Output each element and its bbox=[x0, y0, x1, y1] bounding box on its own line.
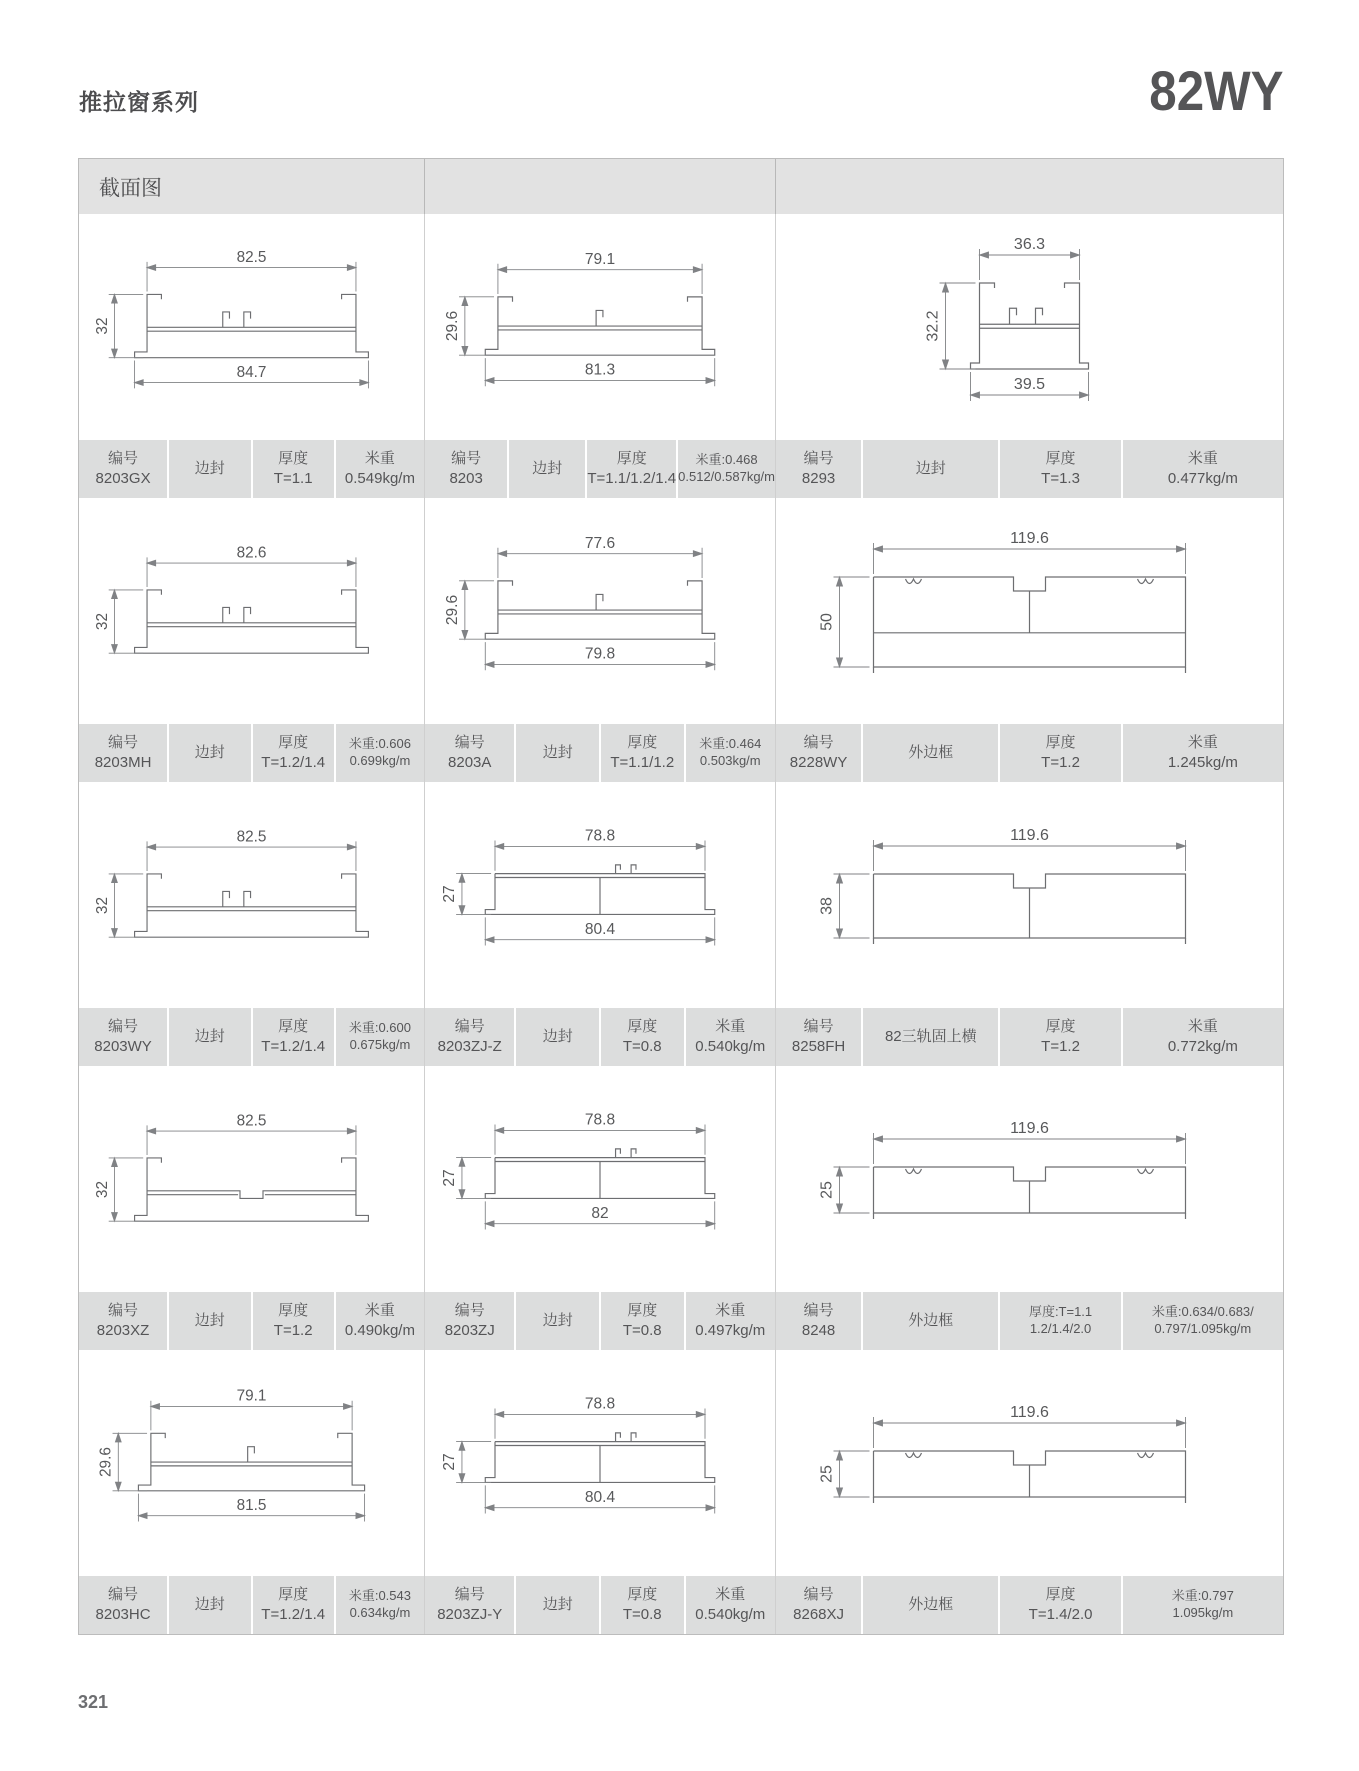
spec-weight-label: 米重:0.464 bbox=[699, 736, 762, 752]
svg-text:77.6: 77.6 bbox=[584, 534, 616, 552]
spec-code-label: 编号 bbox=[803, 1018, 834, 1036]
profile-drawing bbox=[776, 782, 1283, 1008]
spec-code-label: 编号 bbox=[108, 734, 139, 752]
profile-spec-row bbox=[425, 1576, 775, 1634]
svg-text:25: 25 bbox=[818, 1465, 836, 1483]
spec-thickness-cell bbox=[601, 1576, 684, 1634]
spec-code-label: 编号 bbox=[108, 1302, 139, 1320]
spec-seal-label: 边封 bbox=[542, 1028, 573, 1046]
spec-seal-label: 边封 bbox=[194, 1028, 225, 1046]
svg-text:78.8: 78.8 bbox=[584, 827, 616, 845]
profile-cell bbox=[425, 1066, 776, 1350]
spec-weight-label: 米重 bbox=[1187, 1018, 1218, 1036]
series-title: 推拉窗系列 bbox=[79, 89, 199, 115]
spec-weight-label: 米重 bbox=[364, 1302, 395, 1320]
spec-weight-label: 米重 bbox=[364, 450, 395, 468]
profile-section-svg bbox=[425, 1066, 775, 1292]
spec-weight-cell bbox=[1123, 1008, 1283, 1066]
profile-spec-row bbox=[79, 1008, 424, 1066]
spec-weight-value: 0.675kg/m bbox=[349, 1037, 411, 1052]
spec-code-label: 编号 bbox=[454, 1302, 485, 1320]
spec-weight-cell bbox=[686, 1576, 775, 1634]
spec-weight-value: 0.772kg/m bbox=[1167, 1038, 1238, 1055]
spec-weight-label: 米重:0.543 bbox=[348, 1588, 411, 1604]
svg-text:39.5: 39.5 bbox=[1013, 376, 1046, 393]
spec-weight-value: 1.245kg/m bbox=[1167, 754, 1238, 771]
profile-cell bbox=[79, 214, 425, 498]
spec-weight-cell bbox=[336, 1292, 424, 1350]
profile-section-svg bbox=[425, 782, 775, 1008]
spec-weight-cell bbox=[1123, 1576, 1283, 1634]
spec-code-cell bbox=[425, 440, 507, 498]
spec-weight-value: 0.497kg/m bbox=[695, 1322, 766, 1339]
svg-text:50: 50 bbox=[818, 613, 836, 631]
profile-cell bbox=[776, 782, 1283, 1066]
spec-seal-cell bbox=[169, 440, 250, 498]
spec-weight-value: 1.095kg/m bbox=[1172, 1605, 1234, 1620]
spec-thickness-cell bbox=[601, 1292, 684, 1350]
spec-code-cell bbox=[79, 440, 167, 498]
spec-seal-label: 边封 bbox=[194, 460, 225, 478]
svg-text:32: 32 bbox=[93, 897, 111, 915]
svg-text:82.5: 82.5 bbox=[236, 828, 267, 846]
spec-weight-value: 0.540kg/m bbox=[695, 1038, 766, 1055]
svg-text:119.6: 119.6 bbox=[1010, 827, 1049, 844]
model-code: 82WY bbox=[1148, 59, 1283, 122]
spec-thickness-label: 厚度 bbox=[627, 1302, 658, 1320]
spec-code-cell bbox=[79, 1576, 167, 1634]
profile-section-svg bbox=[79, 782, 424, 1008]
spec-code-label: 编号 bbox=[803, 1586, 834, 1604]
profile-drawing bbox=[79, 782, 424, 1008]
spec-weight-label: 米重:0.600 bbox=[348, 1020, 411, 1036]
spec-weight-label: 米重:0.468 bbox=[695, 452, 758, 468]
spec-seal-cell bbox=[863, 1008, 998, 1066]
spec-seal-cell bbox=[169, 724, 250, 782]
profile-section-svg bbox=[776, 1066, 1283, 1292]
svg-text:119.6: 119.6 bbox=[1010, 530, 1049, 547]
svg-text:80.4: 80.4 bbox=[584, 1488, 616, 1506]
spec-seal-cell bbox=[516, 1576, 599, 1634]
spec-weight-label: 米重 bbox=[1187, 450, 1218, 468]
spec-code-cell bbox=[776, 1576, 861, 1634]
spec-weight-cell bbox=[686, 1008, 775, 1066]
spec-thickness-label: 厚度:T=1.1 bbox=[1028, 1304, 1093, 1320]
spec-thickness-cell bbox=[587, 440, 676, 498]
spec-seal-label: 外边框 bbox=[908, 744, 954, 762]
spec-thickness-value: 1.2/1.4/2.0 bbox=[1029, 1321, 1092, 1336]
spec-weight-value: 0.490kg/m bbox=[344, 1322, 415, 1339]
spec-code-cell bbox=[79, 1008, 167, 1066]
spec-thickness-cell bbox=[253, 440, 334, 498]
profile-cell bbox=[425, 214, 776, 498]
spec-thickness-value: T=1.2 bbox=[1041, 754, 1080, 771]
spec-code-label: 编号 bbox=[454, 734, 485, 752]
svg-text:36.3: 36.3 bbox=[1013, 236, 1046, 253]
profile-drawing bbox=[79, 214, 424, 440]
profile-cell bbox=[79, 782, 425, 1066]
section-header-cell bbox=[79, 159, 425, 214]
spec-code-value: 8203HC bbox=[95, 1606, 151, 1623]
profile-drawing bbox=[776, 1350, 1283, 1576]
spec-weight-value: 0.477kg/m bbox=[1167, 470, 1238, 487]
profile-drawing bbox=[425, 1066, 775, 1292]
spec-thickness-label: 厚度 bbox=[278, 734, 309, 752]
spec-weight-label: 米重 bbox=[715, 1302, 746, 1320]
profile-spec-row bbox=[79, 1292, 424, 1350]
spec-thickness-cell bbox=[253, 1292, 334, 1350]
profile-cell bbox=[425, 498, 776, 782]
profile-section-svg bbox=[79, 1066, 424, 1292]
svg-text:79.1: 79.1 bbox=[236, 1387, 267, 1405]
spec-thickness-cell bbox=[1000, 1008, 1120, 1066]
profile-drawing bbox=[425, 498, 775, 724]
spec-thickness-label: 厚度 bbox=[627, 1586, 658, 1604]
svg-text:79.8: 79.8 bbox=[584, 645, 616, 663]
spec-weight-cell bbox=[1123, 440, 1283, 498]
spec-code-cell bbox=[79, 724, 167, 782]
profile-cell bbox=[776, 498, 1283, 782]
spec-seal-cell bbox=[863, 440, 998, 498]
spec-seal-cell bbox=[169, 1008, 250, 1066]
spec-thickness-value: T=1.2/1.4 bbox=[261, 754, 326, 771]
profile-spec-row bbox=[776, 1576, 1283, 1634]
spec-seal-cell bbox=[863, 724, 998, 782]
spec-code-value: 8248 bbox=[801, 1322, 836, 1339]
profile-cell bbox=[776, 214, 1283, 498]
spec-seal-cell bbox=[863, 1292, 998, 1350]
spec-thickness-cell bbox=[253, 1576, 334, 1634]
spec-code-cell bbox=[776, 1008, 861, 1066]
svg-text:27: 27 bbox=[441, 1169, 459, 1187]
spec-code-value: 8268XJ bbox=[793, 1606, 845, 1623]
spec-code-label: 编号 bbox=[108, 450, 139, 468]
spec-code-value: 8228WY bbox=[789, 754, 848, 771]
profile-section-svg bbox=[79, 498, 424, 724]
spec-code-label: 编号 bbox=[454, 1018, 485, 1036]
spec-seal-label: 边封 bbox=[194, 1596, 225, 1614]
spec-thickness-label: 厚度 bbox=[278, 1302, 309, 1320]
profile-section-svg bbox=[79, 1350, 424, 1576]
svg-text:32: 32 bbox=[93, 613, 111, 631]
spec-seal-label: 边封 bbox=[532, 460, 563, 478]
spec-seal-cell bbox=[509, 440, 585, 498]
profile-spec-row bbox=[776, 1292, 1283, 1350]
profile-cell bbox=[79, 1066, 425, 1350]
section-header-cell bbox=[425, 159, 776, 214]
spec-thickness-label: 厚度 bbox=[627, 1018, 658, 1036]
spec-weight-cell bbox=[686, 1292, 775, 1350]
spec-weight-value: 0.549kg/m bbox=[344, 470, 415, 487]
svg-text:38: 38 bbox=[818, 897, 836, 915]
spec-seal-cell bbox=[516, 1292, 599, 1350]
profile-spec-row bbox=[79, 724, 424, 782]
spec-weight-label: 米重 bbox=[1187, 734, 1218, 752]
svg-text:27: 27 bbox=[441, 885, 459, 903]
spec-seal-cell bbox=[169, 1576, 250, 1634]
profile-drawing bbox=[425, 782, 775, 1008]
profile-section-svg bbox=[776, 498, 1283, 724]
profile-drawing bbox=[79, 498, 424, 724]
spec-code-value: 8293 bbox=[801, 470, 836, 487]
spec-thickness-cell bbox=[1000, 724, 1120, 782]
spec-weight-cell bbox=[336, 1576, 424, 1634]
svg-text:80.4: 80.4 bbox=[584, 920, 616, 938]
profile-spec-row bbox=[79, 1576, 424, 1634]
profile-spec-row bbox=[776, 1008, 1283, 1066]
spec-thickness-cell bbox=[601, 724, 684, 782]
spec-code-cell bbox=[776, 440, 861, 498]
spec-thickness-value: T=1.4/2.0 bbox=[1028, 1606, 1093, 1623]
spec-weight-value: 0.540kg/m bbox=[695, 1606, 766, 1623]
spec-thickness-cell bbox=[601, 1008, 684, 1066]
profile-spec-row bbox=[425, 440, 775, 498]
profile-spec-row bbox=[776, 724, 1283, 782]
spec-weight-value: 0.503kg/m bbox=[699, 753, 761, 768]
section-grid bbox=[78, 158, 1284, 1635]
spec-seal-cell bbox=[863, 1576, 998, 1634]
svg-text:32: 32 bbox=[93, 1181, 111, 1199]
profile-drawing bbox=[79, 1066, 424, 1292]
profile-section-svg bbox=[425, 214, 775, 440]
section-header-label: 截面图 bbox=[99, 176, 162, 200]
spec-thickness-value: T=0.8 bbox=[622, 1038, 662, 1055]
profile-section-svg bbox=[776, 1350, 1283, 1576]
profile-section-svg bbox=[425, 498, 775, 724]
spec-code-value: 8258FH bbox=[791, 1038, 846, 1055]
spec-thickness-value: T=1.2/1.4 bbox=[261, 1606, 326, 1623]
spec-seal-cell bbox=[169, 1292, 250, 1350]
svg-text:29.6: 29.6 bbox=[444, 310, 462, 342]
spec-seal-label: 82三轨固上横 bbox=[884, 1028, 977, 1046]
svg-text:81.5: 81.5 bbox=[236, 1496, 267, 1514]
svg-text:29.6: 29.6 bbox=[97, 1447, 115, 1477]
spec-thickness-value: T=1.1 bbox=[273, 470, 313, 487]
spec-weight-cell bbox=[1123, 724, 1283, 782]
svg-text:81.3: 81.3 bbox=[584, 361, 616, 379]
profile-section-svg bbox=[425, 1350, 775, 1576]
spec-code-value: 8203ZJ-Y bbox=[437, 1606, 503, 1623]
profile-cell bbox=[425, 782, 776, 1066]
profile-spec-row bbox=[776, 440, 1283, 498]
spec-seal-label: 边封 bbox=[542, 744, 573, 762]
profile-drawing bbox=[425, 1350, 775, 1576]
spec-weight-cell bbox=[336, 440, 424, 498]
spec-weight-value: 0.634kg/m bbox=[349, 1605, 411, 1620]
spec-code-label: 编号 bbox=[108, 1586, 139, 1604]
spec-weight-cell bbox=[1123, 1292, 1283, 1350]
spec-seal-label: 边封 bbox=[542, 1312, 573, 1330]
profile-drawing bbox=[776, 498, 1283, 724]
profile-section-svg bbox=[79, 214, 424, 440]
svg-text:78.8: 78.8 bbox=[584, 1111, 616, 1129]
spec-seal-label: 边封 bbox=[915, 460, 946, 478]
spec-weight-label: 米重 bbox=[715, 1018, 746, 1036]
spec-thickness-label: 厚度 bbox=[1045, 450, 1076, 468]
spec-thickness-label: 厚度 bbox=[278, 1586, 309, 1604]
spec-thickness-cell bbox=[1000, 440, 1120, 498]
spec-thickness-label: 厚度 bbox=[627, 734, 658, 752]
svg-text:78.8: 78.8 bbox=[584, 1395, 616, 1413]
svg-text:32: 32 bbox=[93, 317, 111, 335]
profile-drawing bbox=[776, 214, 1283, 440]
spec-seal-cell bbox=[516, 1008, 599, 1066]
spec-code-cell bbox=[776, 1292, 861, 1350]
spec-thickness-cell bbox=[1000, 1292, 1120, 1350]
spec-seal-label: 边封 bbox=[194, 1312, 225, 1330]
spec-thickness-cell bbox=[253, 724, 334, 782]
spec-code-value: 8203GX bbox=[95, 470, 151, 487]
spec-weight-value: 0.699kg/m bbox=[349, 753, 411, 768]
svg-text:82: 82 bbox=[591, 1204, 609, 1222]
spec-seal-cell bbox=[516, 724, 599, 782]
spec-seal-label: 边封 bbox=[194, 744, 225, 762]
spec-weight-label: 米重:0.634/0.683/ bbox=[1151, 1304, 1254, 1320]
spec-code-cell bbox=[425, 1292, 514, 1350]
spec-code-label: 编号 bbox=[803, 1302, 834, 1320]
spec-seal-label: 外边框 bbox=[908, 1312, 954, 1330]
svg-text:82.6: 82.6 bbox=[236, 544, 267, 562]
spec-code-label: 编号 bbox=[454, 1586, 485, 1604]
spec-weight-label: 米重 bbox=[715, 1586, 746, 1604]
spec-weight-label: 米重:0.797 bbox=[1171, 1588, 1234, 1604]
profile-cell bbox=[776, 1350, 1283, 1634]
spec-weight-cell bbox=[686, 724, 775, 782]
spec-thickness-value: T=1.1/1.2/1.4 bbox=[587, 470, 677, 487]
spec-code-label: 编号 bbox=[803, 734, 834, 752]
spec-code-value: 8203 bbox=[449, 470, 483, 487]
svg-text:119.6: 119.6 bbox=[1010, 1120, 1049, 1137]
svg-text:25: 25 bbox=[818, 1181, 836, 1199]
spec-thickness-value: T=0.8 bbox=[622, 1322, 662, 1339]
svg-text:29.6: 29.6 bbox=[444, 594, 462, 626]
spec-thickness-value: T=1.1/1.2 bbox=[610, 754, 675, 771]
spec-thickness-value: T=1.2 bbox=[273, 1322, 313, 1339]
spec-weight-label: 米重:0.606 bbox=[348, 736, 411, 752]
svg-text:82.5: 82.5 bbox=[236, 1112, 267, 1130]
spec-weight-cell bbox=[336, 1008, 424, 1066]
spec-thickness-label: 厚度 bbox=[616, 450, 647, 468]
spec-code-value: 8203WY bbox=[94, 1038, 152, 1055]
spec-code-label: 编号 bbox=[108, 1018, 139, 1036]
profile-cell bbox=[776, 1066, 1283, 1350]
spec-code-cell bbox=[79, 1292, 167, 1350]
spec-code-value: 8203ZJ-Z bbox=[437, 1038, 502, 1055]
spec-code-value: 8203MH bbox=[94, 754, 152, 771]
profile-spec-row bbox=[425, 724, 775, 782]
page-number: 321 bbox=[78, 1692, 109, 1712]
spec-code-value: 8203ZJ bbox=[444, 1322, 495, 1339]
spec-weight-cell bbox=[678, 440, 775, 498]
spec-code-cell bbox=[425, 724, 514, 782]
spec-thickness-label: 厚度 bbox=[1045, 734, 1076, 752]
spec-thickness-label: 厚度 bbox=[278, 1018, 309, 1036]
spec-thickness-value: T=0.8 bbox=[622, 1606, 662, 1623]
spec-seal-label: 边封 bbox=[542, 1596, 573, 1614]
profile-section-svg bbox=[776, 782, 1283, 1008]
spec-weight-cell bbox=[336, 724, 424, 782]
svg-text:84.7: 84.7 bbox=[236, 363, 267, 381]
svg-text:119.6: 119.6 bbox=[1010, 1404, 1049, 1421]
spec-code-value: 8203A bbox=[448, 754, 492, 771]
profile-spec-row bbox=[79, 440, 424, 498]
spec-seal-label: 外边框 bbox=[908, 1596, 954, 1614]
spec-thickness-label: 厚度 bbox=[1045, 1586, 1076, 1604]
spec-thickness-label: 厚度 bbox=[1045, 1018, 1076, 1036]
profile-drawing bbox=[425, 214, 775, 440]
spec-weight-value: 0.512/0.587kg/m bbox=[678, 469, 775, 484]
spec-code-label: 编号 bbox=[451, 450, 482, 468]
profile-spec-row bbox=[425, 1292, 775, 1350]
profile-drawing bbox=[79, 1350, 424, 1576]
profile-cell bbox=[79, 498, 425, 782]
spec-thickness-cell bbox=[253, 1008, 334, 1066]
section-header-cell bbox=[776, 159, 1283, 214]
profile-cell bbox=[79, 1350, 425, 1634]
spec-code-cell bbox=[776, 724, 861, 782]
spec-thickness-value: T=1.2/1.4 bbox=[261, 1038, 326, 1055]
spec-weight-value: 0.797/1.095kg/m bbox=[1154, 1321, 1252, 1336]
svg-text:82.5: 82.5 bbox=[236, 248, 267, 266]
spec-thickness-value: T=1.3 bbox=[1041, 470, 1080, 487]
spec-code-value: 8203XZ bbox=[96, 1322, 150, 1339]
spec-thickness-cell bbox=[1000, 1576, 1120, 1634]
spec-code-label: 编号 bbox=[803, 450, 834, 468]
spec-code-cell bbox=[425, 1008, 514, 1066]
profile-spec-row bbox=[425, 1008, 775, 1066]
svg-text:32.2: 32.2 bbox=[924, 310, 942, 342]
profile-drawing bbox=[776, 1066, 1283, 1292]
spec-code-cell bbox=[425, 1576, 514, 1634]
profile-cell bbox=[425, 1350, 776, 1634]
svg-text:79.1: 79.1 bbox=[584, 250, 616, 268]
profile-section-svg bbox=[776, 214, 1283, 440]
spec-thickness-label: 厚度 bbox=[278, 450, 309, 468]
svg-text:27: 27 bbox=[441, 1453, 459, 1471]
spec-thickness-value: T=1.2 bbox=[1041, 1038, 1080, 1055]
